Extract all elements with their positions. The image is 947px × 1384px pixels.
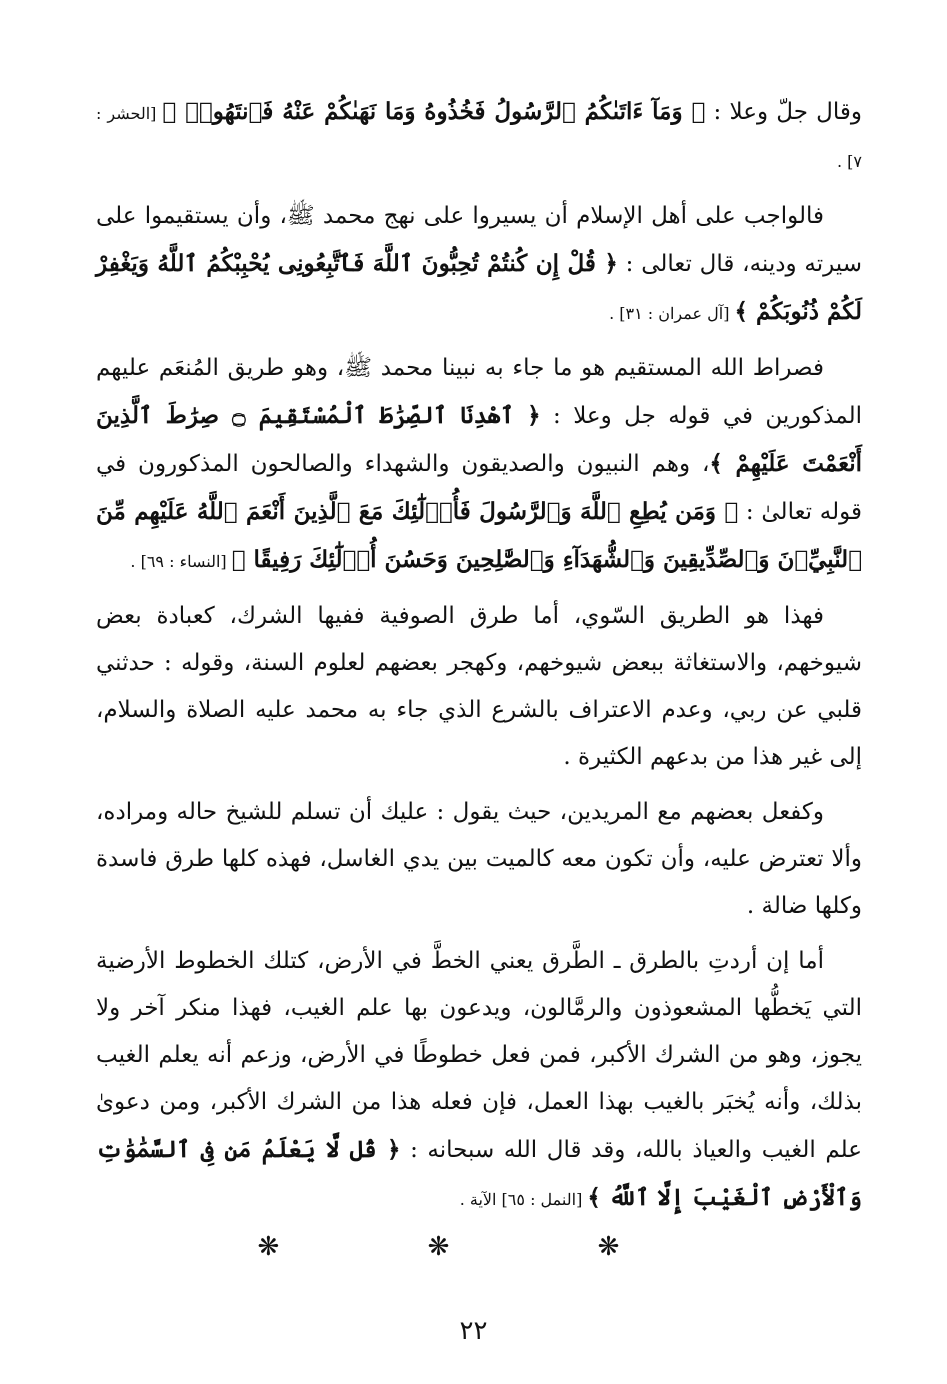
verse-reference: [آل عمران : ٣١] . — [609, 304, 735, 323]
quran-verse: ﴿ قُل لَّا يَعْلَمُ مَن فِى ٱلسَّمَٰوَٰتِ وَٱلْأَرْضِ ٱلْغَيْبَ إِلَّا ٱللَّهُ ﴾ — [96, 1136, 862, 1211]
section-separator: ❋ ❋ ❋ — [257, 1232, 690, 1262]
page-body — [96, 88, 862, 1231]
paragraph-4 — [96, 593, 862, 781]
paragraph-6 — [96, 938, 862, 1223]
verse-reference: [الحشر : ٧] . — [96, 104, 862, 171]
text-span: وقال جلّ وعلا : — [705, 99, 862, 125]
paragraph-3 — [96, 345, 862, 585]
paragraph-2 — [96, 193, 862, 337]
quran-verse: ﴿ قُلْ إِن كُنتُمْ تُحِبُّونَ ٱللَّهَ فَٱتَّبِعُونِى يُحْبِبْكُمُ ٱللَّهُ وَيَغْفِرْ لَكُمْ ذُنُوبَكُمْ ﴾ — [96, 250, 862, 325]
text-span: أما إن أردتِ بالطرق ـ الطَّرق يعني الخطَّ في الأرض، كتلك الخطوط الأرضية التي يَخطُّها المشعوذون والرمَّالون، ويدعون بها علم الغيب، فهذا منكر آخر ولا يجوز، وهو من الشرك الأكبر، فمن فعل خطوطًا في الأرض، وزعم أنه يعلم الغيب بذلك، وأنه يُخبَر بالغيب بهذا العمل، فإن فعله هذا من الشرك الأكبر، ومن دعوىٰ علم الغيب والعياذ بالله، وقد قال الله سبحانه : — [96, 948, 862, 1163]
text-span: فصراط الله المستقيم هو ما جاء به نبينا محمد ﷺ، وهو طريق المُنعَم عليهم المذكورين في قوله جل وعلا : — [96, 355, 862, 429]
text-span: فهذا هو الطريق السّوي، أما طرق الصوفية ففيها الشرك، كعبادة بعض شيوخهم، والاستغاثة ببعض شيوخهم، وكهجر بعضهم لعلوم السنة، وقوله : حدثني قلبي عن ربي، وعدم الاعتراف بالشرع الذي جاء به محمد عليه الصلاة والسلام، إلى غير هذا من بدعهم الكثيرة . — [96, 603, 862, 770]
page-number: ٢٢ — [459, 1316, 488, 1346]
verse-reference: [النساء : ٦٩] . — [130, 552, 232, 571]
text-span: وكفعل بعضهم مع المريدين، حيث يقول : عليك أن تسلم للشيخ حاله ومراده، وألا تعترض عليه، وأن تكون معه كالميت بين يدي الغاسل، فهذه كلها طرق فاسدة وكلها ضالة . — [96, 799, 862, 919]
paragraph-5 — [96, 789, 862, 930]
text-span: فالواجب على أهل الإسلام أن يسيروا على نهج محمد ﷺ، وأن يستقيموا على سيرته ودينه، قال تعالى : — [96, 203, 863, 277]
quran-verse: ﴿ وَمَن يُطِعِ ٱللَّهَ وَٱلرَّسُولَ فَأُو۟لَٰٓئِكَ مَعَ ٱلَّذِينَ أَنْعَمَ ٱللَّهُ عَلَيْهِم مِّنَ ٱلنَّبِيِّۦنَ وَٱلصِّدِّيقِينَ وَٱلشُّهَدَآءِ وَٱلصَّٰلِحِينَ وَحَسُنَ أُو۟لَٰٓئِكَ رَفِيقًا ﴾ — [96, 498, 862, 573]
quran-verse: ﴿ ٱهْدِنَا ٱلصِّرَٰطَ ٱلْمُسْتَقِيمَ ۝ صِرَٰطَ ٱلَّذِينَ أَنْعَمْتَ عَلَيْهِمْ ﴾ — [96, 402, 862, 477]
verse-reference: [النمل : ٦٥] الآية . — [459, 1190, 588, 1209]
text-span: ، وهم النبيون والصديقون والشهداء والصالحون المذكورون في قوله تعالىٰ : — [96, 451, 862, 525]
quran-verse: ﴿ وَمَآ ءَاتَىٰكُمُ ٱلرَّسُولُ فَخُذُوهُ وَمَا نَهَىٰكُمْ عَنْهُ فَٱنتَهُوا۟ ﴾ — [162, 98, 706, 125]
paragraph-1 — [96, 88, 862, 185]
